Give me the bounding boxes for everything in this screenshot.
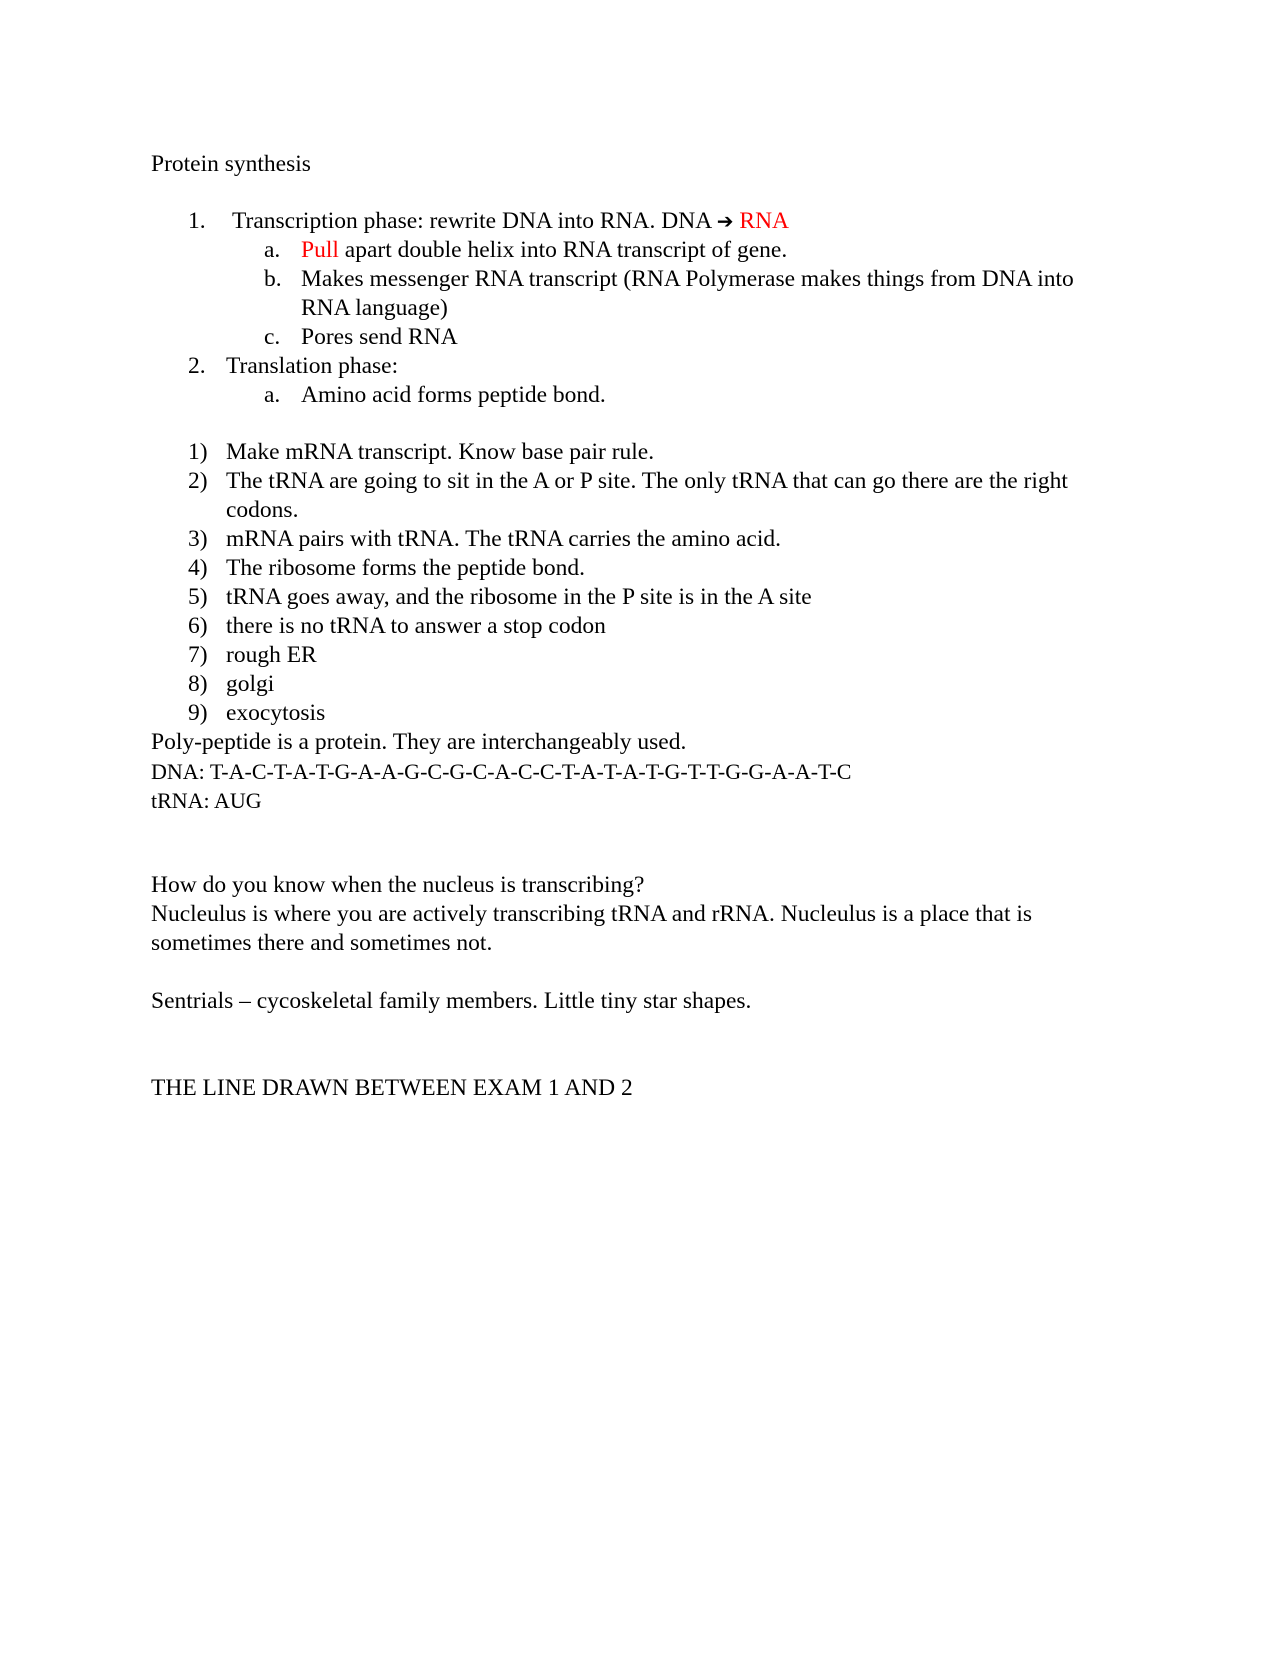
subitem-highlight: Pull xyxy=(301,237,339,263)
step-text: exocytosis xyxy=(226,700,326,726)
sentrials-note: Sentrials – cycoskeletal family members. Little tiny star shapes. xyxy=(151,988,752,1014)
step-item xyxy=(151,525,1111,554)
document-body xyxy=(151,150,1111,1103)
subitem-messenger xyxy=(151,265,1111,323)
phase-label: Translation phase: xyxy=(226,353,399,379)
phase-number: 2. xyxy=(188,353,206,379)
subitem-letter: a. xyxy=(264,237,281,263)
polypeptide-note: Poly-peptide is a protein. They are interchangeably used. xyxy=(151,729,687,755)
step-text: rough ER xyxy=(226,642,317,668)
step-number: 4) xyxy=(188,555,208,581)
step-text: Make mRNA transcript. Know base pair rule. xyxy=(226,439,655,465)
subitem-text: Amino acid forms peptide bond. xyxy=(301,382,606,408)
subitem-text: Makes messenger RNA transcript (RNA Polymerase makes things from DNA into RNA language) xyxy=(301,266,1074,321)
step-item xyxy=(151,467,1111,525)
subitem-text: Pores send RNA xyxy=(301,324,458,350)
step-number: 9) xyxy=(188,700,208,726)
subitem-amino-acid xyxy=(151,381,1111,410)
step-text: The ribosome forms the peptide bond. xyxy=(226,555,585,581)
step-text: tRNA goes away, and the ribosome in the P site is in the A site xyxy=(226,584,812,610)
subitem-letter: a. xyxy=(264,382,281,408)
step-item xyxy=(151,670,1111,699)
right-arrow-icon: ➔ xyxy=(716,209,734,233)
step-number: 8) xyxy=(188,671,208,697)
subitem-pores xyxy=(151,323,1111,352)
step-number: 7) xyxy=(188,642,208,668)
trna-sequence: tRNA: AUG xyxy=(151,788,262,813)
step-item xyxy=(151,641,1111,670)
step-number: 1) xyxy=(188,439,208,465)
subitem-letter: b. xyxy=(264,266,282,292)
step-number: 2) xyxy=(188,468,208,494)
step-item xyxy=(151,583,1111,612)
step-text: The tRNA are going to sit in the A or P site. The only tRNA that can go there are the right codons. xyxy=(226,468,1068,523)
step-number: 3) xyxy=(188,526,208,552)
exam-divider-note: THE LINE DRAWN BETWEEN EXAM 1 AND 2 xyxy=(151,1075,633,1101)
step-number: 5) xyxy=(188,584,208,610)
phase-item-translation xyxy=(151,352,1111,381)
step-text: golgi xyxy=(226,671,275,697)
phase-label-highlight: RNA xyxy=(739,208,790,234)
subitem-pull xyxy=(151,236,1111,265)
page-title: Protein synthesis xyxy=(151,151,311,177)
step-item xyxy=(151,699,1111,728)
nucleolus-answer: Nucleulus is where you are actively transcribing tRNA and rRNA. Nucleulus is a place that is sometimes there and sometimes not. xyxy=(151,901,1033,956)
step-item xyxy=(151,438,1111,467)
subitem-text: apart double helix into RNA transcript of gene. xyxy=(338,237,788,263)
step-text: mRNA pairs with tRNA. The tRNA carries the amino acid. xyxy=(226,526,781,552)
phase-item-transcription xyxy=(151,207,1111,236)
step-item xyxy=(151,554,1111,583)
subitem-letter: c. xyxy=(264,324,281,350)
step-text: there is no tRNA to answer a stop codon xyxy=(226,613,606,639)
step-item xyxy=(151,612,1111,641)
dna-sequence: DNA: T-A-C-T-A-T-G-A-A-G-C-G-C-A-C-C-T-A-T-A-T-G-T-T-G-G-A-A-T-C xyxy=(151,759,852,784)
phase-number: 1. xyxy=(188,208,206,234)
phase-label: Transcription phase: rewrite DNA into RNA. DNA xyxy=(232,208,717,234)
step-number: 6) xyxy=(188,613,208,639)
question-text: How do you know when the nucleus is transcribing? xyxy=(151,872,645,898)
